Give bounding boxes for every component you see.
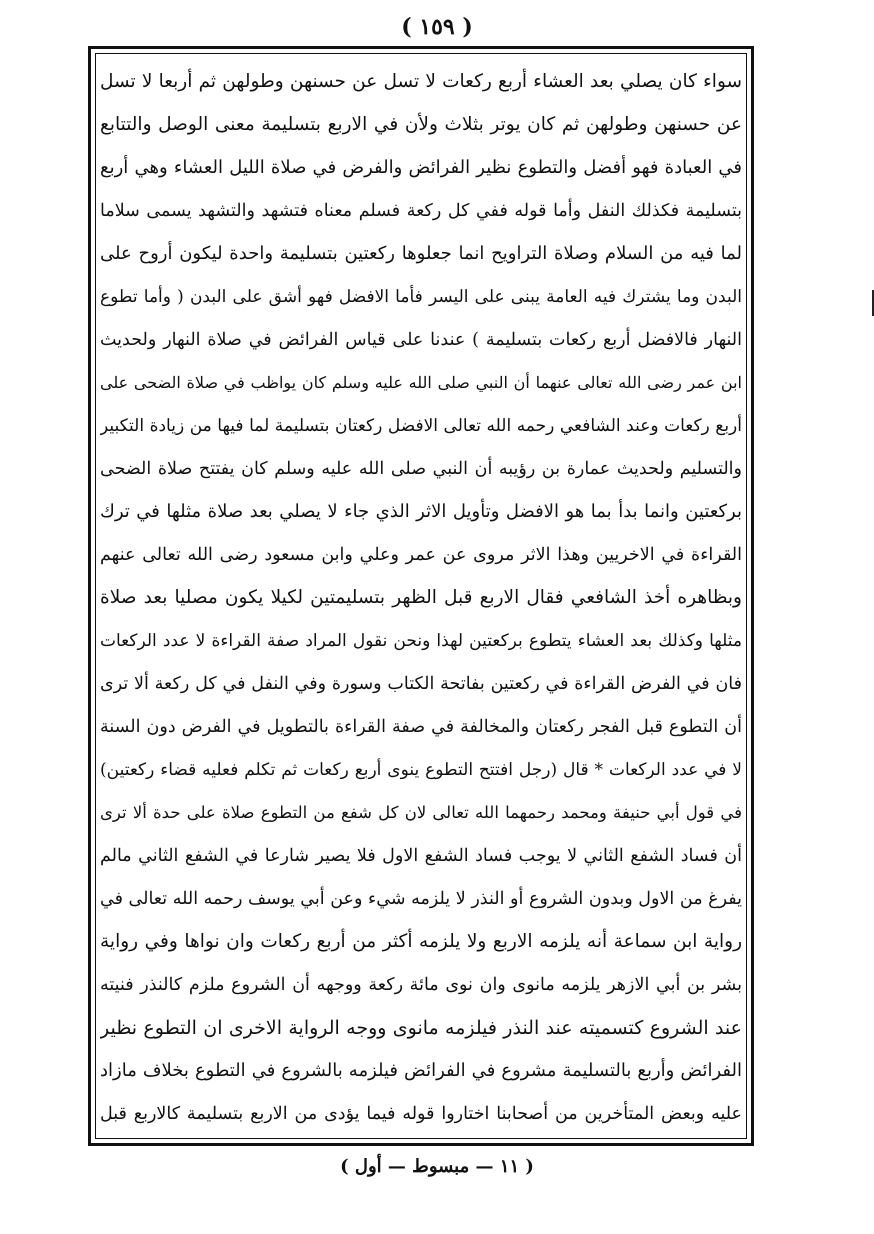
text-line: يفرغ من الاول وبدون الشروع أو النذر لا يلزمه شيء وعن أبي يوسف رحمه الله تعالى في <box>100 889 742 909</box>
text-line: فان في الفرض القراءة في ركعتين بفاتحة الكتاب وسورة وفي النفل في كل ركعة ألا ترى <box>100 674 742 694</box>
text-line: أربع ركعات وعند الشافعي رحمه الله تعالى الافضل ركعتان بتسليمة لما فيها من زيادة التكبير <box>100 416 742 436</box>
text-line: لما فيه من السلام وصلاة التراويح انما جعلوها ركعتين بتسليمة واحدة ليكون أروح على <box>100 243 742 264</box>
text-line: أن التطوع قبل الفجر ركعتان والمخالفة في صفة القراءة بالتطويل في الفرض دون السنة <box>100 717 742 737</box>
text-line: أن فساد الشفع الثاني لا يوجب فساد الشفع الاول فلا يصير شارعا في الشفع الثاني مالم <box>100 846 742 866</box>
text-line: الفرائض وأربع بالتسليمة مشروع في الفرائض فيلزمه بالشروع في التطوع بخلاف مازاد <box>100 1060 742 1081</box>
text-line: في قول أبي حنيفة ومحمد رحمهما الله تعالى لان كل شفع من التطوع صلاة على حدة ألا ترى <box>100 803 742 822</box>
text-line: مثلها وكذلك بعد العشاء يتطوع بركعتين لهذا ونحن نقول المراد صفة القراءة لا عدد الركعات <box>100 631 742 651</box>
text-line: وبظاهره أخذ الشافعي فقال الاربع قبل الظهر بتسليمتين لكيلا يكون مصليا بعد صلاة <box>100 587 742 608</box>
text-line: والتسليم ولحديث عمارة بن رؤيبه أن النبي صلى الله عليه وسلم كان يفتتح صلاة الضحى <box>100 459 742 479</box>
page-footer: ( ١١ — مبسوط — أول ) <box>340 1156 534 1177</box>
main-text <box>100 62 742 1134</box>
text-line: لا في عدد الركعات * قال (رجل افتتح التطوع ينوى أربع ركعات ثم تكلم فعليه قضاء ركعتين) <box>100 760 742 780</box>
text-line: ابن عمر رضى الله تعالى عنهما أن النبي صلى الله عليه وسلم كان يواظب في صلاة الضحى على <box>100 373 742 392</box>
text-line: عند الشروع كتسميته عند النذر فيلزمه مانوى ووجه الرواية الاخرى ان التطوع نظير <box>100 1017 742 1039</box>
text-line: في العبادة فهو أفضل والتطوع نظير الفرائض والفرض في صلاة الليل العشاء وهي أربع <box>100 157 742 178</box>
page-number: ( ١٥٩ ) <box>401 14 473 40</box>
text-line: بشر بن أبي الازهر يلزمه مانوى وان نوى مائة ركعة ووجهه أن الشروع ملزم كالنذر فنيته <box>100 975 742 995</box>
text-line: عن حسنهن وطولهن ثم كان يوتر بثلاث ولأن في الاربع بتسليمة معنى الوصل والتتابع <box>100 114 742 135</box>
text-line: بتسليمة فكذلك النفل وأما قوله ففي كل ركعة فسلم معناه فتشهد والتشهد يسمى سلاما <box>100 201 742 221</box>
text-line: بركعتين وانما بدأ بما هو الافضل وتأويل الاثر الذي جاء لا يصلي بعد صلاة مثلها في ترك <box>100 501 742 522</box>
text-line: البدن وما يشترك فيه العامة يبنى على اليسر فأما الافضل فهو أشق على البدن ( وأما تطوع <box>100 287 742 307</box>
text-line: رواية ابن سماعة أنه يلزمه الاربع ولا يلزمه أكثر من أربع ركعات وان نواها وفي رواية <box>100 931 742 952</box>
text-line: عليه وبعض المتأخرين من أصحابنا اختاروا قوله فيما يؤدى من الاربع بتسليمة كالاربع قبل <box>100 1104 742 1124</box>
text-line: النهار فالافضل أربع ركعات بتسليمة ) عندنا على قياس الفرائض في صلاة النهار ولحديث <box>100 330 742 350</box>
text-line: القراءة في الاخريين وهذا الاثر مروى عن عمر وعلي وابن مسعود رضى الله تعالى عنهم <box>100 545 742 565</box>
text-line: سواء كان يصلي بعد العشاء أربع ركعات لا تسل عن حسنهن وطولهن ثم أربعا لا تسل <box>100 71 742 92</box>
